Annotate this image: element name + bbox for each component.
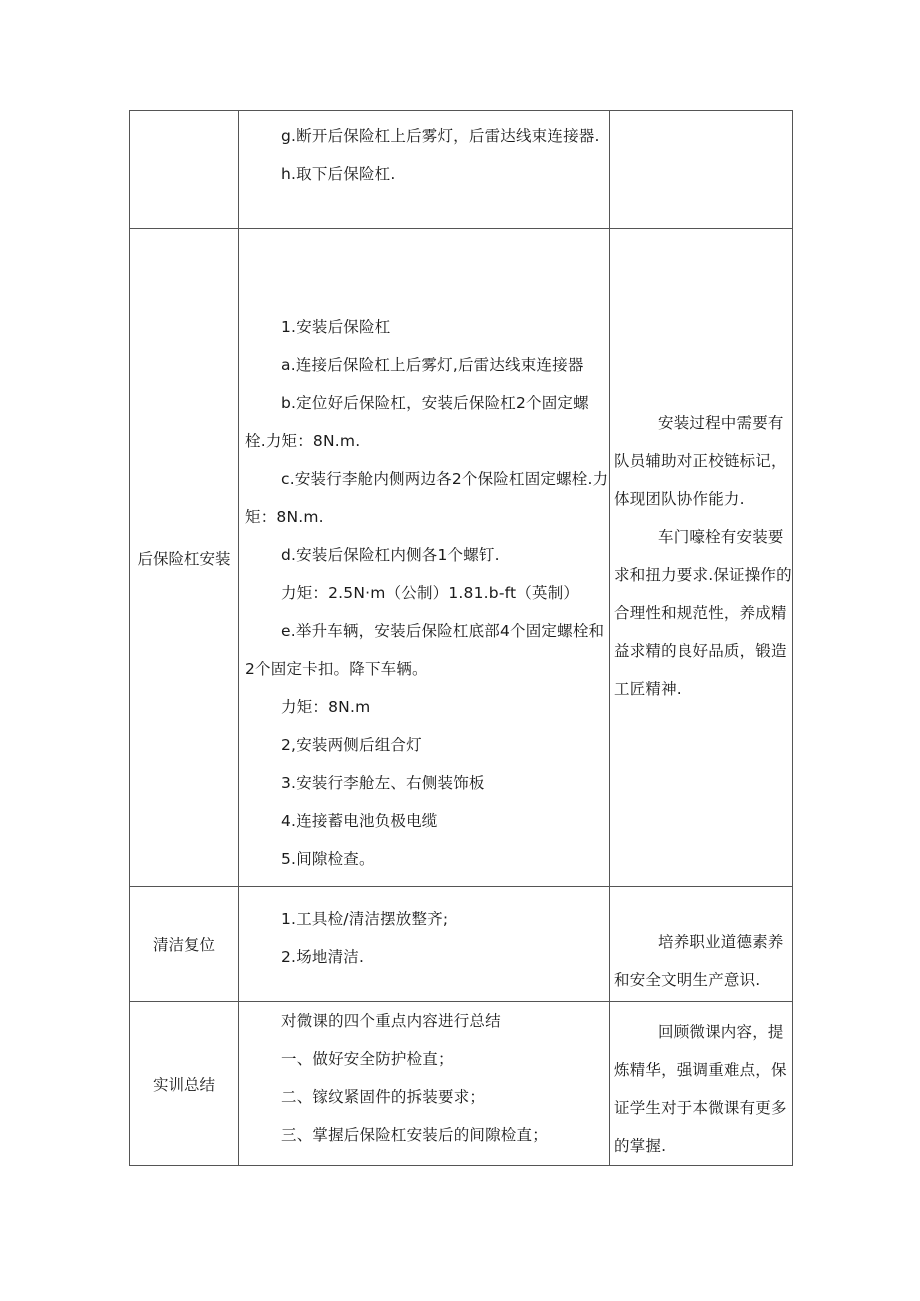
content-line: 1.工具检/清洁摆放整齐; [281,910,449,928]
note-line: 培养职业道德素养和安全文明生产意识. [614,933,784,989]
content-line: 力矩：2.5N·m（公制）1.81.b-ft（英制） [281,584,580,602]
content-line: e.举升车辆，安装后保险杠底部4个固定螺栓和2个固定卡扣。降下车辆。 [245,622,605,678]
note-line: 回顾微课内容，提炼精华，强调重难点，保证学生对于本微课有更多的掌握. [614,1023,787,1155]
note-cell [610,111,793,229]
stage-cell [130,1002,239,1166]
stage-label: 后保险杠安装 [137,549,231,568]
content-line: h.取下后保险杠. [281,165,396,183]
content-line: 三、掌握后保险杠安装后的间隙检直； [281,1126,548,1144]
content-line: 4.连接蓄电池负极电缆 [281,812,438,830]
content-line: g.断开后保险杠上后雾灯，后雷达线束连接器. [281,127,600,145]
note-line: 安装过程中需要有队员辅助对正校链标记，体现团队协作能力. [614,414,787,508]
content-line: a.连接后保险杠上后雾灯,后雷达线束连接器 [281,356,584,374]
content-cell [239,887,610,1002]
content-line: d.安装后保险杠内侧各1个螺钉. [281,546,500,564]
table-row [130,1002,793,1166]
stage-label: 实训总结 [152,1075,215,1094]
note-cell [610,887,793,1002]
content-line: 1.安装后保险杠 [281,318,391,336]
content-line: 一、做好安全防护检直； [281,1050,454,1068]
stage-cell [130,229,239,887]
note-cell [610,229,793,887]
stage-cell [130,887,239,1002]
content-cell [239,1002,610,1166]
content-line: b.定位好后保险杠，安装后保险杠2个固定螺栓.力矩：8N.m. [245,394,589,450]
content-cell [239,229,610,887]
content-line: c.安装行李舱内侧两边各2个保险杠固定螺栓.力矩：8N.m. [245,470,609,526]
stage-cell [130,111,239,229]
content-line: 2.场地清洁. [281,948,365,966]
content-line: 力矩：8N.m [281,698,371,716]
content-line: 对微课的四个重点内容进行总结 [281,1012,501,1030]
table-row [130,111,793,229]
lesson-plan-table [129,110,793,1166]
content-line: 3.安装行李舱左、右侧装饰板 [281,774,485,792]
content-line: 5.间隙检查。 [281,850,375,868]
stage-label: 清洁复位 [152,936,215,954]
note-line: 车门嚎栓有安装要求和扭力要求.保证操作的合理性和规范性，养成精益求精的良好品质，锻造工匠精神. [614,528,792,698]
note-cell [610,1002,793,1166]
content-line: 二、镓纹紧固件的拆装要求； [281,1088,486,1106]
content-line: 2,安装两侧后组合灯 [281,736,422,754]
table-row [130,887,793,1002]
table-row [130,229,793,887]
content-cell [239,111,610,229]
